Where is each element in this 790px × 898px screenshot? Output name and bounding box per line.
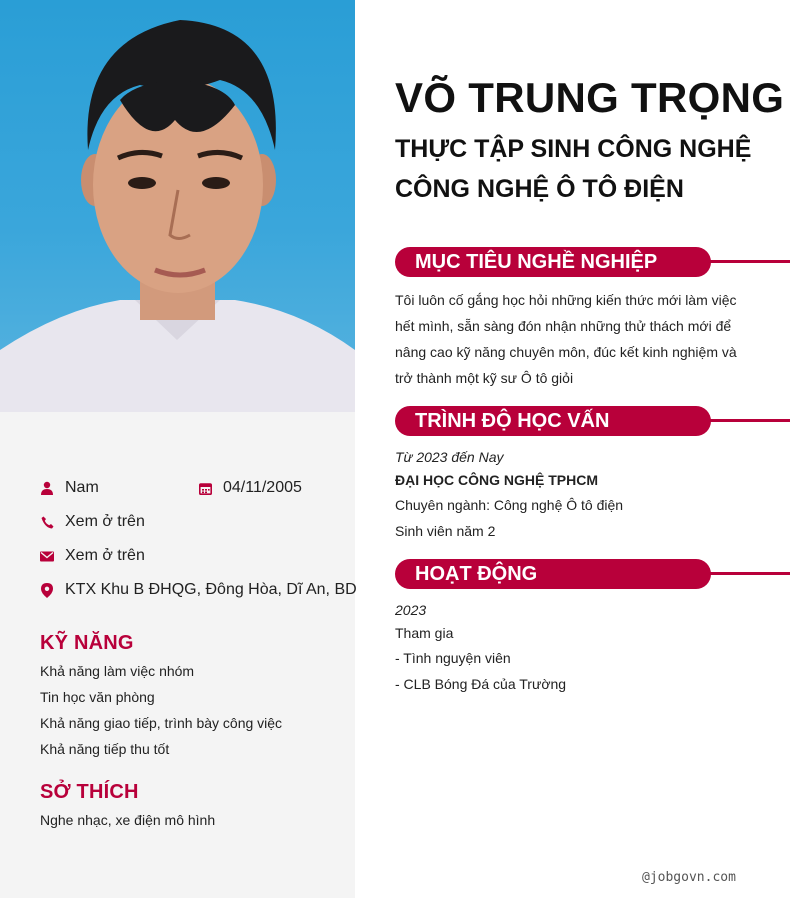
info-address — [40, 581, 357, 599]
profile-photo — [0, 0, 355, 412]
sidebar — [0, 0, 355, 898]
objective-title: MỤC TIÊU NGHỀ NGHIỆP — [395, 247, 711, 277]
skills-list — [40, 658, 282, 762]
location-pin-icon — [40, 583, 54, 597]
skills-title: KỸ NĂNG — [40, 632, 134, 654]
role-line-1: THỰC TẬP SINH CÔNG NGHỆ — [395, 135, 752, 163]
main-content — [355, 0, 790, 898]
list-item: - CLB Bóng Đá của Trường — [395, 676, 567, 692]
person-icon — [40, 481, 54, 495]
phone-value: Xem ở trên — [65, 513, 145, 530]
phone-icon — [40, 515, 54, 529]
activities-intro: Tham gia — [395, 625, 454, 641]
hobbies-title: SỞ THÍCH — [40, 781, 139, 803]
activities-title: HOẠT ĐỘNG — [395, 559, 711, 589]
education-major: Chuyên ngành: Công nghệ Ô tô điện — [395, 497, 624, 513]
objective-text: Tôi luôn cố gắng học hỏi những kiến thức mới làm việc hết mình, sẵn sàng đón nhận những thử thách mới để nâng cao kỹ năng chuyên môn, đúc kết kinh nghiệm và trở thành một kỹ sư Ô tô giỏi — [395, 292, 737, 386]
email-value: Xem ở trên — [65, 547, 145, 564]
activities-year: 2023 — [395, 602, 427, 618]
education-school: ĐẠI HỌC CÔNG NGHỆ TPHCM — [395, 472, 598, 488]
list-item: Khả năng giao tiếp, trình bày công việc — [40, 715, 283, 731]
education-header — [395, 406, 790, 436]
address-value: KTX Khu B ĐHQG, Đông Hòa, Dĩ An, BD — [65, 581, 357, 598]
hobbies-list — [40, 807, 215, 833]
list-item: - Tình nguyện viên — [395, 650, 511, 666]
education-title: TRÌNH ĐỘ HỌC VẤN — [395, 406, 711, 436]
list-item: Khả năng làm việc nhóm — [40, 663, 195, 679]
list-item: Nghe nhạc, xe điện mô hình — [40, 812, 216, 828]
divider — [695, 419, 790, 422]
info-gender — [40, 479, 99, 497]
list-item: Tin học văn phòng — [40, 689, 155, 705]
role-line-2: CÔNG NGHỆ Ô TÔ ĐIỆN — [395, 175, 684, 203]
divider — [695, 260, 790, 263]
education-period: Từ 2023 đến Nay — [395, 449, 504, 465]
dob-value: 04/11/2005 — [223, 479, 302, 496]
divider — [695, 572, 790, 575]
activities-header — [395, 559, 790, 589]
education-year: Sinh viên năm 2 — [395, 523, 496, 539]
mail-icon — [40, 549, 54, 563]
info-phone — [40, 513, 145, 531]
calendar-icon — [198, 481, 212, 495]
info-dob — [198, 479, 302, 497]
gender-value: Nam — [65, 479, 99, 496]
objective-header — [395, 247, 790, 277]
candidate-name: VÕ TRUNG TRỌNG — [395, 74, 785, 121]
info-email — [40, 547, 145, 565]
portrait-illustration — [0, 0, 355, 412]
footer-brand: @jobgovn.com — [642, 870, 736, 885]
list-item: Khả năng tiếp thu tốt — [40, 741, 170, 757]
